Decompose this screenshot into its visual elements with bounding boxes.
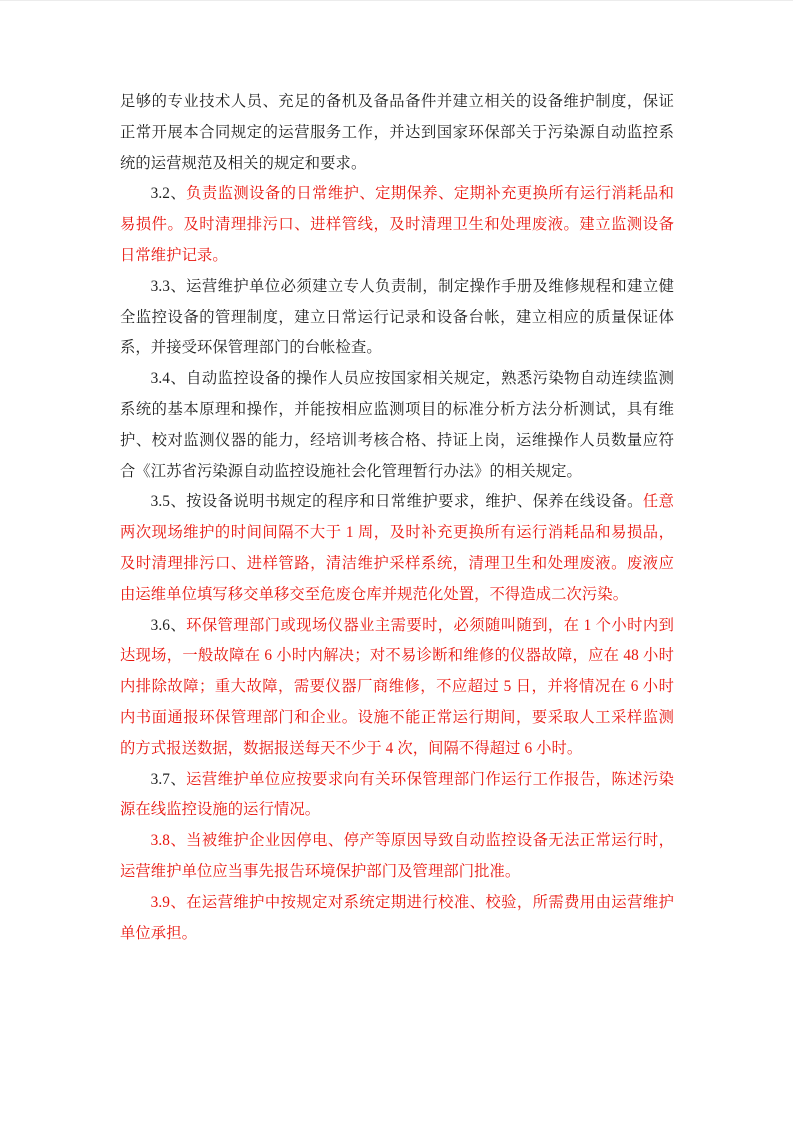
text-segment-black: 3.5、按设备说明书规定的程序和日常维护要求，维护、保养在线设备。 (150, 493, 643, 511)
paragraph (120, 487, 674, 610)
paragraph (120, 364, 674, 487)
text-segment-black: 3.4、自动监控设备的操作人员应按国家相关规定，熟悉污染物自动连续监测系统的基本原理和操作，并能按相应监测项目的标准分析方法分析测试，具有维护、校对监测仪器的能力，经培训考核合格、持证上岗，运维操作人员数量应符合《江苏省污染源自动监控设施社会化管理暂行办法》的相关规定。 (120, 370, 674, 480)
paragraph (120, 179, 674, 271)
text-segment-red: 负责监测设备的日常维护、定期保养、定期补充更换所有运行消耗品和易损件。及时清理排污口、进样管线，及时清理卫生和处理废液。建立监测设备日常维护记录。 (120, 185, 674, 264)
text-segment-black: 3.3、运营维护单位必须建立专人负责制，制定操作手册及维修规程和建立健全监控设备的管理制度，建立日常运行记录和设备台帐，建立相应的质量保证体系，并接受环保管理部门的台帐检查。 (120, 277, 674, 357)
text-segment-red: 环保管理部门或现场仪器业主需要时，必须随叫随到，在 1 个小时内到达现场，一般故障在 6 小时内解决；对不易诊断和维修的仪器故障，应在 48 小时内排除故障；重大故障，需要仪器厂商维修，不应超过 5 日，并将情况在 6 小时内书面通报环保管理部门和企业。设施不能正常运行期间，要采取人工采样监测的方式报送数据，数据报送每天不少于 4 次，间隔不得超过 6 小时。 (120, 616, 674, 757)
text-segment-red: 运营维护单位应按要求向有关环保管理部门作运行工作报告，陈述污染源在线监控设施的运行情况。 (120, 770, 674, 819)
text-segment-red: 3.9、在运营维护中按规定对系统定期进行校准、校验，所需费用由运营维护单位承担。 (120, 893, 674, 942)
paragraph (120, 765, 674, 827)
paragraph (120, 272, 674, 364)
paragraph (120, 87, 674, 179)
text-segment-red: 任意两次现场维护的时间间隔不大于 1 周，及时补充更换所有运行消耗品和易损品，及时清理排污口、进样管路，清洁维护采样系统，清理卫生和处理废液。废液应由运维单位填写移交单移交至危废仓库并规范化处置，不得造成二次污染。 (120, 493, 674, 603)
paragraph (120, 826, 674, 888)
paragraph (120, 888, 674, 950)
text-segment-red: 3.8、当被维护企业因停电、停产等原因导致自动监控设备无法正常运行时，运营维护单位应当事先报告环境保护部门及管理部门批准。 (120, 832, 674, 880)
document-text-body (120, 87, 674, 949)
text-segment-black: 3.6、 (150, 616, 187, 634)
text-segment-black: 足够的专业技术人员、充足的备机及备品备件并建立相关的设备维护制度，保证正常开展本合同规定的运营服务工作，并达到国家环保部关于污染源自动监控系统的运营规范及相关的规定和要求。 (120, 93, 674, 172)
text-segment-black: 3.2、 (150, 185, 187, 203)
paragraph (120, 611, 674, 765)
text-segment-black: 3.7、 (150, 770, 187, 788)
